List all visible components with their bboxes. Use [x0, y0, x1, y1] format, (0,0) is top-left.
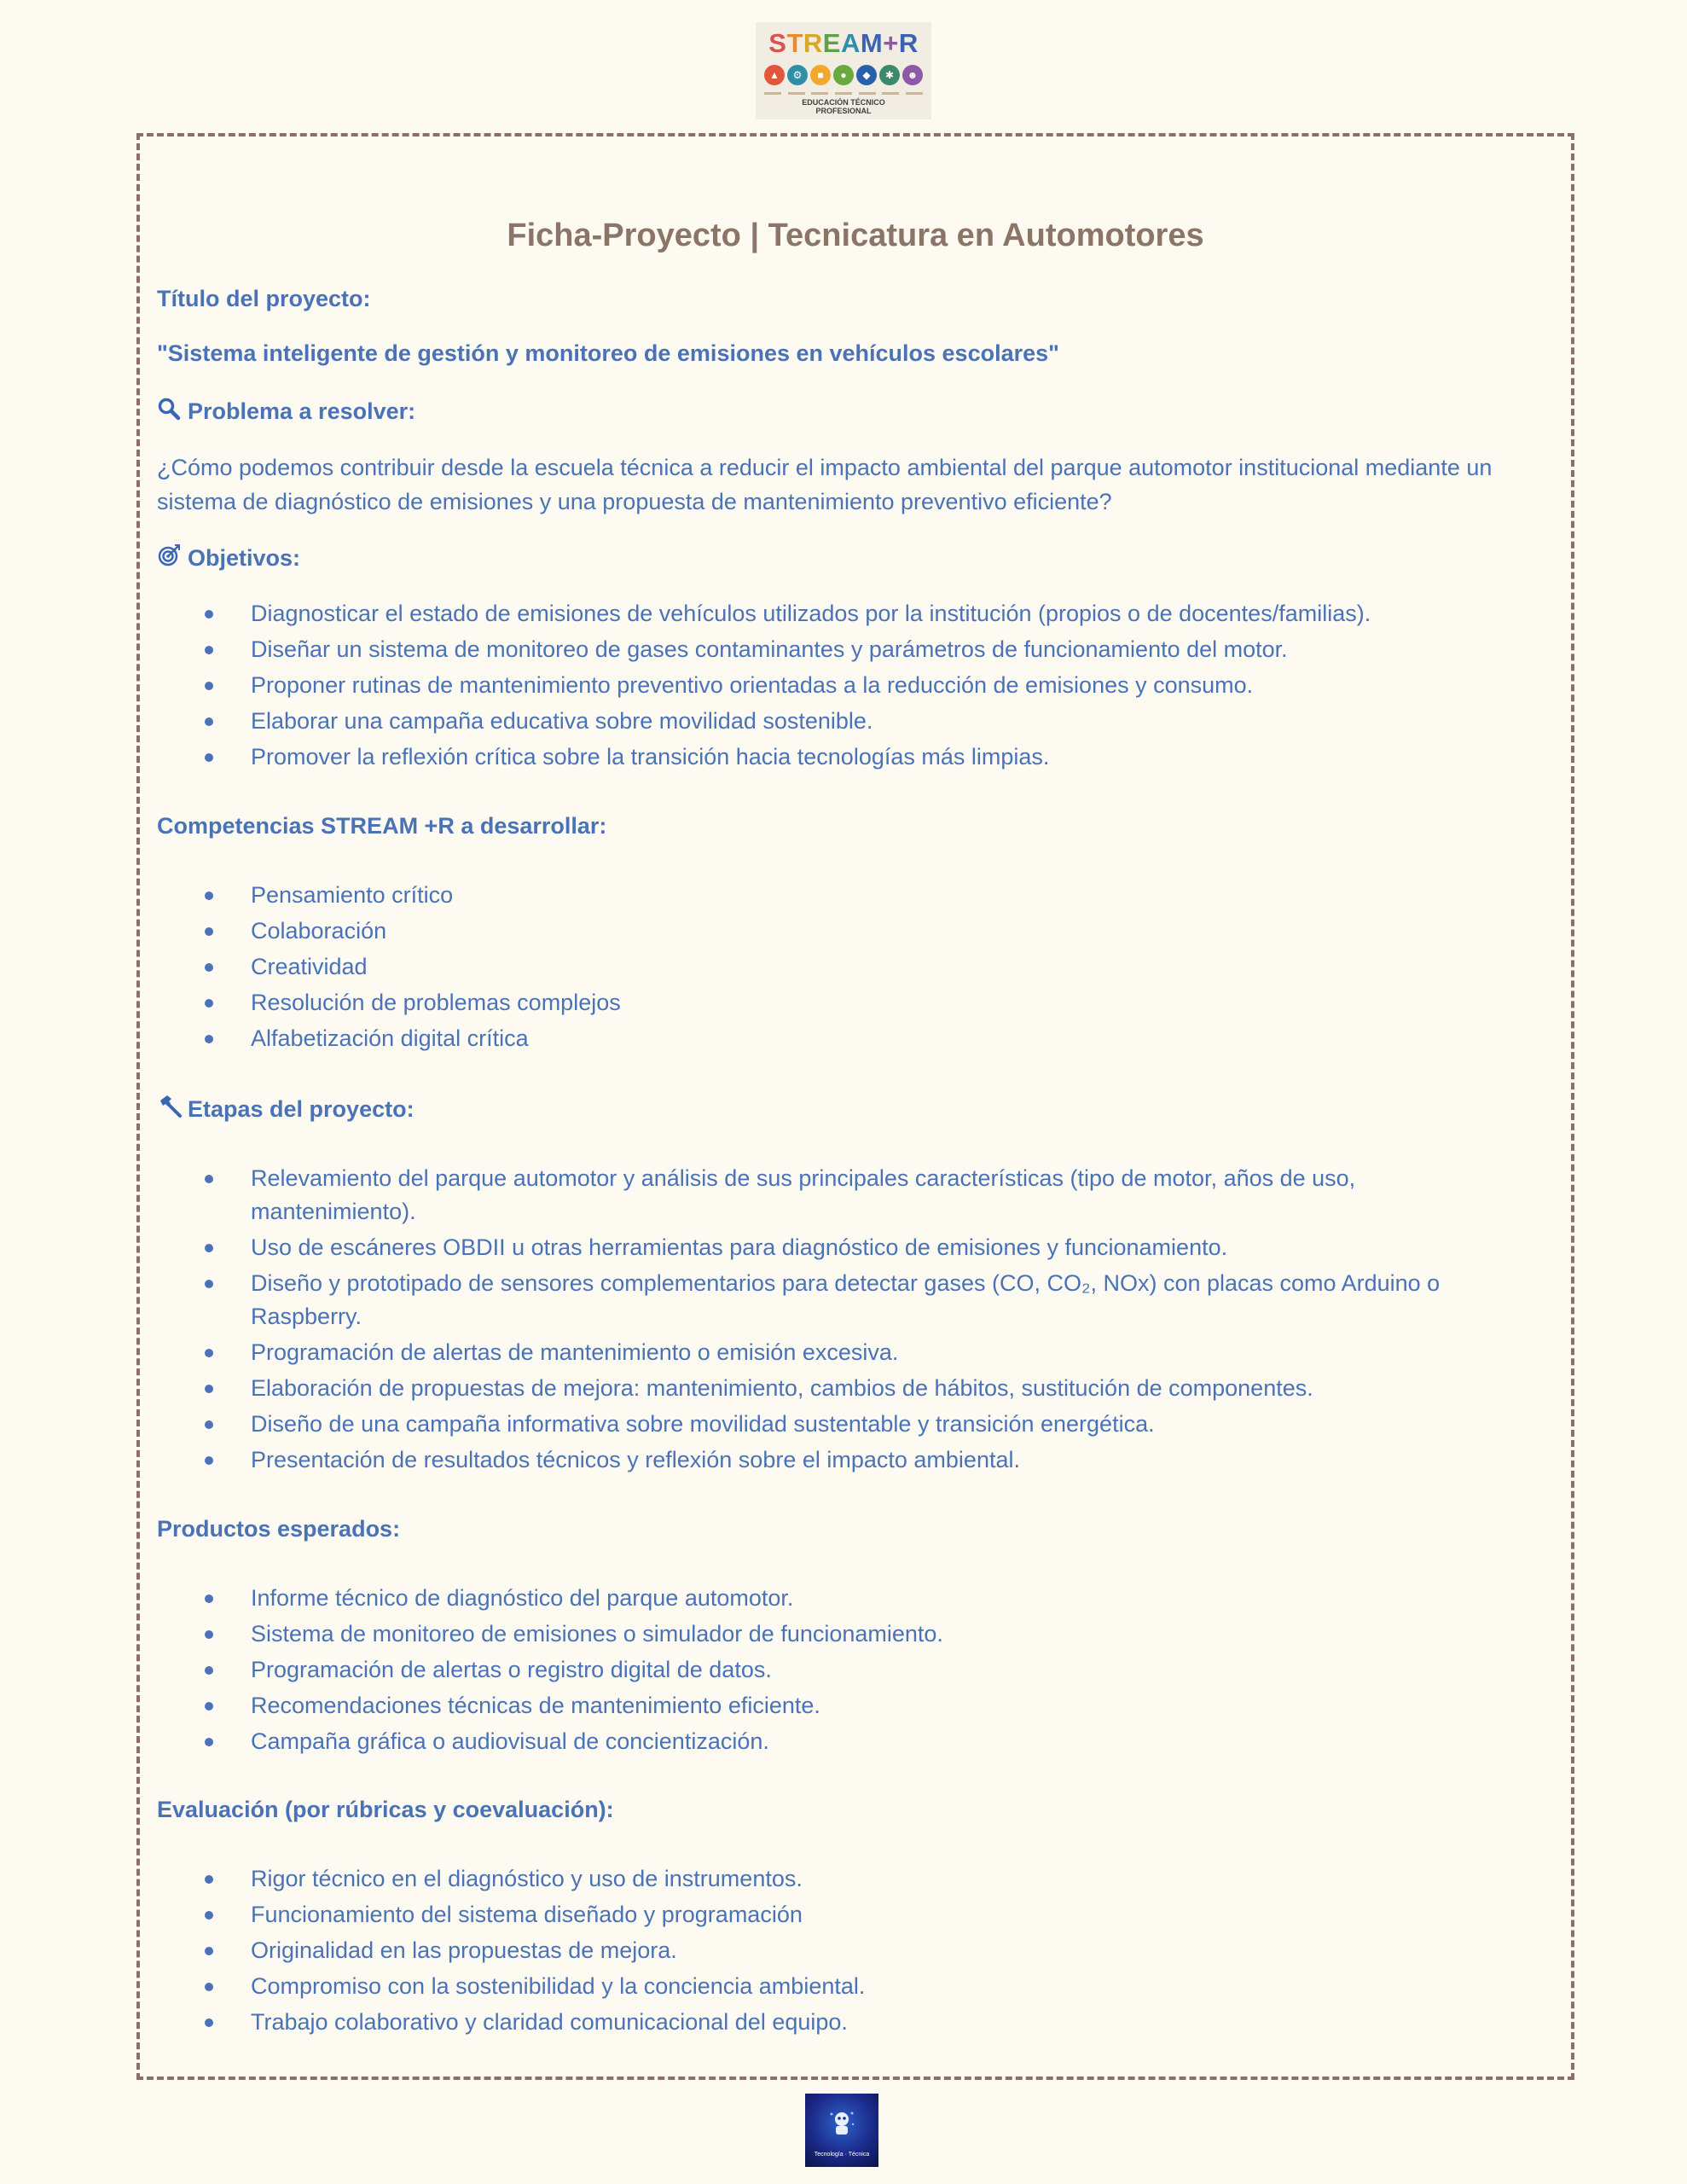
list-item: Originalidad en las propuestas de mejora.	[157, 1934, 1522, 1967]
list-item: Programación de alertas de mantenimiento o emisión excesiva.	[157, 1336, 1522, 1369]
stages-heading-text: Etapas del proyecto:	[188, 1096, 415, 1122]
problem-heading	[157, 396, 415, 428]
tecnologia-tecnica-logo	[805, 2094, 878, 2167]
objectives-heading	[157, 543, 300, 576]
page-title: Ficha-Proyecto | Tecnicatura en Automotores	[507, 218, 1204, 253]
gear-icon: ⚙	[787, 65, 808, 85]
logo-subtitle-line2: PROFESIONAL	[815, 107, 872, 115]
list-item: Trabajo colaborativo y claridad comunicacional del equipo.	[157, 2006, 1522, 2039]
list-item: Creatividad	[157, 950, 1522, 984]
stages-heading	[157, 1094, 415, 1127]
evaluation-heading: Evaluación (por rúbricas y coevaluación):	[157, 1797, 614, 1822]
problem-heading-text: Problema a resolver:	[188, 398, 416, 424]
list-item: Diseñar un sistema de monitoreo de gases contaminantes y parámetros de funcionamiento del motor.	[157, 633, 1522, 666]
products-list	[157, 1582, 1522, 1761]
list-item: Compromiso con la sostenibilidad y la conciencia ambiental.	[157, 1970, 1522, 2003]
list-item: Diseño y prototipado de sensores complementarios para detectar gases (CO, CO₂, NOx) con placas como Arduino o Raspberry.	[157, 1267, 1522, 1333]
products-heading: Productos esperados:	[157, 1516, 401, 1542]
logo-subtitle-line1: EDUCACIÓN TÉCNICO	[802, 98, 885, 107]
math-icon: ✱	[879, 65, 900, 85]
list-item: Informe técnico de diagnóstico del parque automotor.	[157, 1582, 1522, 1615]
list-item: Funcionamiento del sistema diseñado y programación	[157, 1898, 1522, 1931]
list-item: Recomendaciones técnicas de mantenimiento eficiente.	[157, 1689, 1522, 1722]
logo-subtitle	[756, 98, 931, 115]
list-item: Colaboración	[157, 915, 1522, 948]
logo-caption-row	[764, 92, 923, 96]
science-icon: ▲	[764, 65, 785, 85]
palette-icon: ◆	[856, 65, 877, 85]
problem-text: ¿Cómo podemos contribuir desde la escuela técnica a reducir el impacto ambiental del parque automotor institucional mediante un sistema de diagnóstico de emisiones y una propuesta de mantenimiento preventivo eficiente?	[157, 455, 1493, 514]
list-item: Presentación de resultados técnicos y reflexión sobre el impacto ambiental.	[157, 1443, 1522, 1477]
stages-list	[157, 1162, 1522, 1479]
logo-discipline-circles	[764, 65, 923, 90]
list-item: Campaña gráfica o audiovisual de concientización.	[157, 1725, 1522, 1758]
robot-icon: ☻	[902, 65, 923, 85]
robot-icon	[827, 2109, 856, 2138]
target-icon	[157, 543, 183, 576]
list-item: Rigor técnico en el diagnóstico y uso de instrumentos.	[157, 1862, 1522, 1896]
list-item: Elaboración de propuestas de mejora: mantenimiento, cambios de hábitos, sustitución de componentes.	[157, 1372, 1522, 1405]
objectives-list	[157, 597, 1522, 776]
list-item: Diseño de una campaña informativa sobre movilidad sustentable y transición energética.	[157, 1408, 1522, 1441]
leaf-icon: ●	[833, 65, 854, 85]
logo-brand-text: STREAM+R	[768, 28, 919, 58]
list-item: Pensamiento crítico	[157, 879, 1522, 912]
hammer-icon	[157, 1094, 183, 1127]
list-item: Promover la reflexión crítica sobre la transición hacia tecnologías más limpias.	[157, 741, 1522, 774]
objectives-heading-text: Objetivos:	[188, 545, 301, 571]
list-item: Resolución de problemas complejos	[157, 986, 1522, 1019]
list-item: Diagnosticar el estado de emisiones de vehículos utilizados por la institución (propios o de docentes/familias).	[157, 597, 1522, 630]
list-item: Uso de escáneres OBDII u otras herramientas para diagnóstico de emisiones y funcionamiento.	[157, 1231, 1522, 1264]
list-item: Sistema de monitoreo de emisiones o simulador de funcionamiento.	[157, 1618, 1522, 1651]
project-title-label: Título del proyecto:	[157, 286, 371, 311]
project-title: "Sistema inteligente de gestión y monitoreo de emisiones en vehículos escolares"	[157, 340, 1059, 366]
competencies-heading: Competencias STREAM +R a desarrollar:	[157, 813, 607, 839]
magnifier-icon	[157, 397, 183, 428]
list-item: Proponer rutinas de mantenimiento preventivo orientadas a la reducción de emisiones y consumo.	[157, 669, 1522, 702]
list-item: Relevamiento del parque automotor y análisis de sus principales características (tipo de motor, años de uso, mantenimiento).	[157, 1162, 1522, 1228]
list-item: Programación de alertas o registro digital de datos.	[157, 1653, 1522, 1687]
list-item: Alfabetización digital crítica	[157, 1022, 1522, 1055]
logo-caption: Tecnología · Técnica	[814, 2152, 870, 2158]
evaluation-list	[157, 1862, 1522, 2042]
book-icon: ■	[810, 65, 831, 85]
competencies-list	[157, 879, 1522, 1058]
stream-r-logo	[756, 22, 931, 119]
list-item: Elaborar una campaña educativa sobre movilidad sostenible.	[157, 705, 1522, 738]
